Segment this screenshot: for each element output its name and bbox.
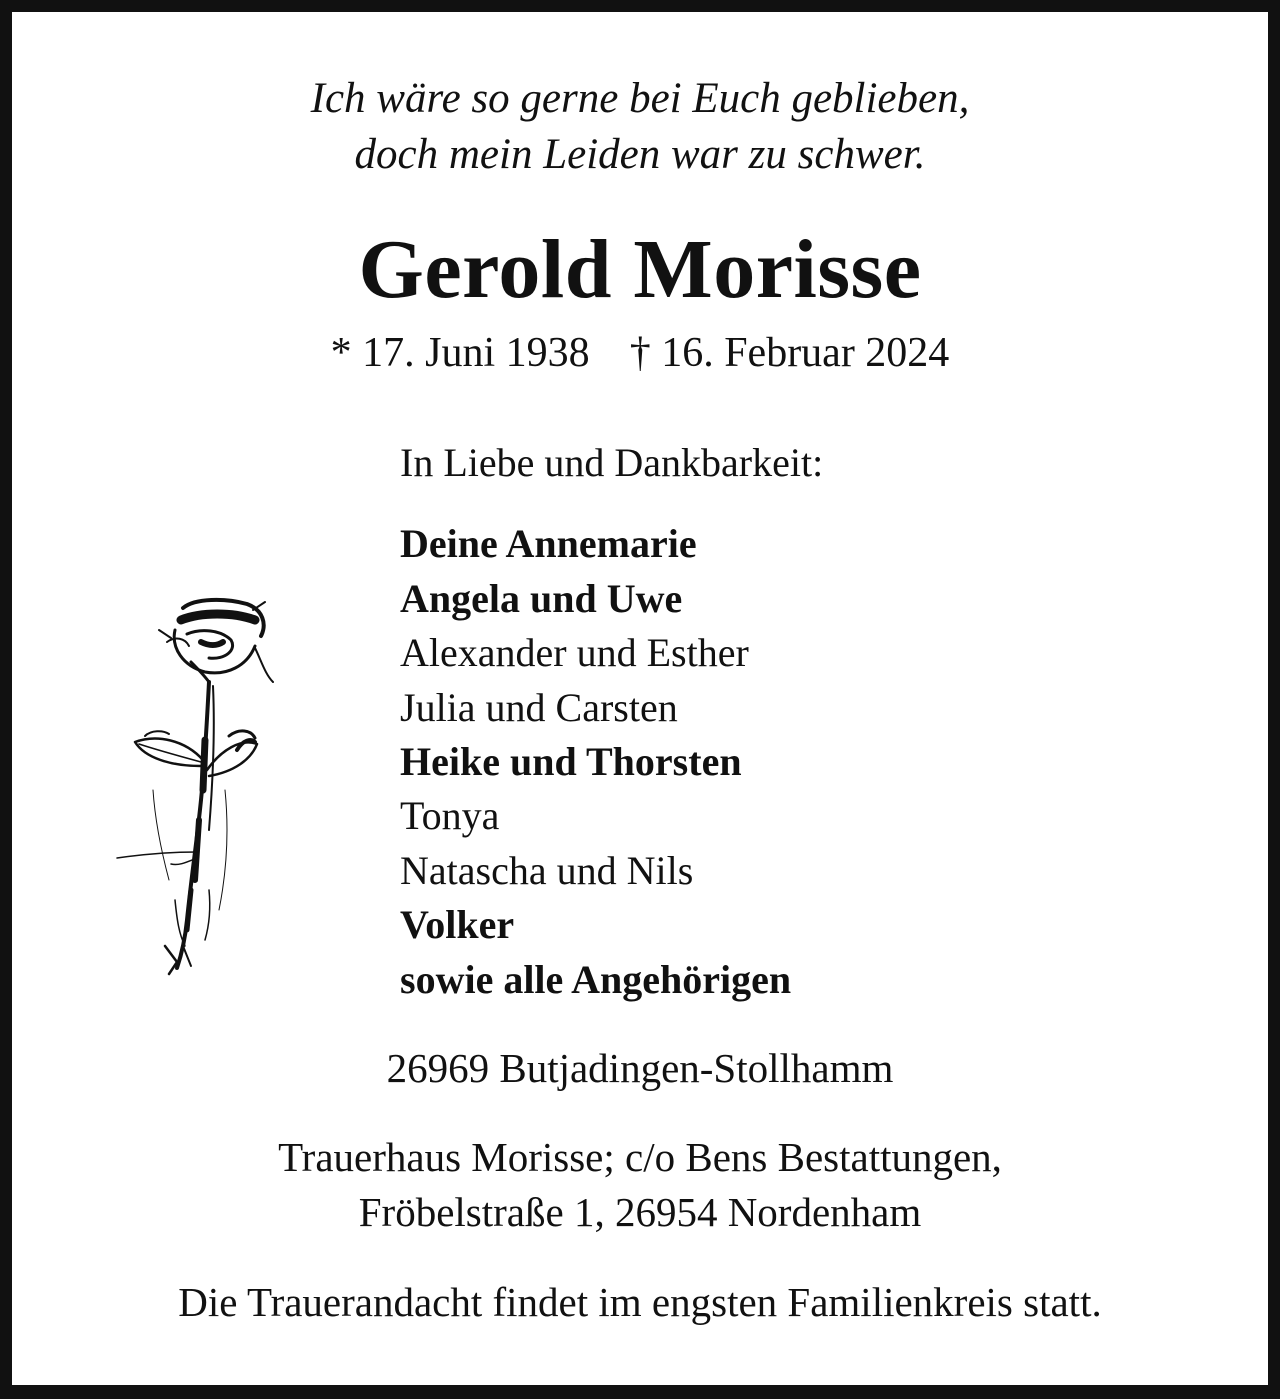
family-member: Deine Annemarie bbox=[400, 521, 697, 566]
family-member: sowie alle Angehörigen bbox=[400, 957, 792, 1002]
family-member: Volker bbox=[400, 902, 515, 947]
life-dates bbox=[0, 328, 1280, 378]
family-member: Angela und Uwe bbox=[400, 576, 683, 621]
contact-line-1: Trauerhaus Morisse; c/o Bens Bestattungen, bbox=[278, 1134, 1002, 1180]
birth-date: * 17. Juni 1938 bbox=[330, 330, 590, 376]
quote-line-2: doch mein Leiden war zu schwer. bbox=[354, 131, 926, 178]
rose-sketch-icon bbox=[105, 590, 285, 980]
death-date: † 16. Februar 2024 bbox=[629, 330, 950, 376]
location: 26969 Butjadingen-Stollhamm bbox=[386, 1045, 894, 1091]
service-notice: Die Trauerandacht findet im engsten Familienkreis statt. bbox=[178, 1279, 1102, 1325]
family-member: Heike und Thorsten bbox=[400, 739, 742, 784]
family-member: Alexander und Esther bbox=[400, 630, 749, 675]
quote-line-1: Ich wäre so gerne bei Euch geblieben, bbox=[310, 75, 970, 122]
contact-line-2: Fröbelstraße 1, 26954 Nordenham bbox=[358, 1189, 922, 1235]
family-member: Julia und Carsten bbox=[400, 685, 678, 730]
deceased-name: Gerold Morisse bbox=[358, 223, 922, 316]
family-intro: In Liebe und Dankbarkeit: bbox=[400, 440, 824, 485]
family-member: Tonya bbox=[400, 793, 500, 838]
family-member: Natascha und Nils bbox=[400, 848, 694, 893]
